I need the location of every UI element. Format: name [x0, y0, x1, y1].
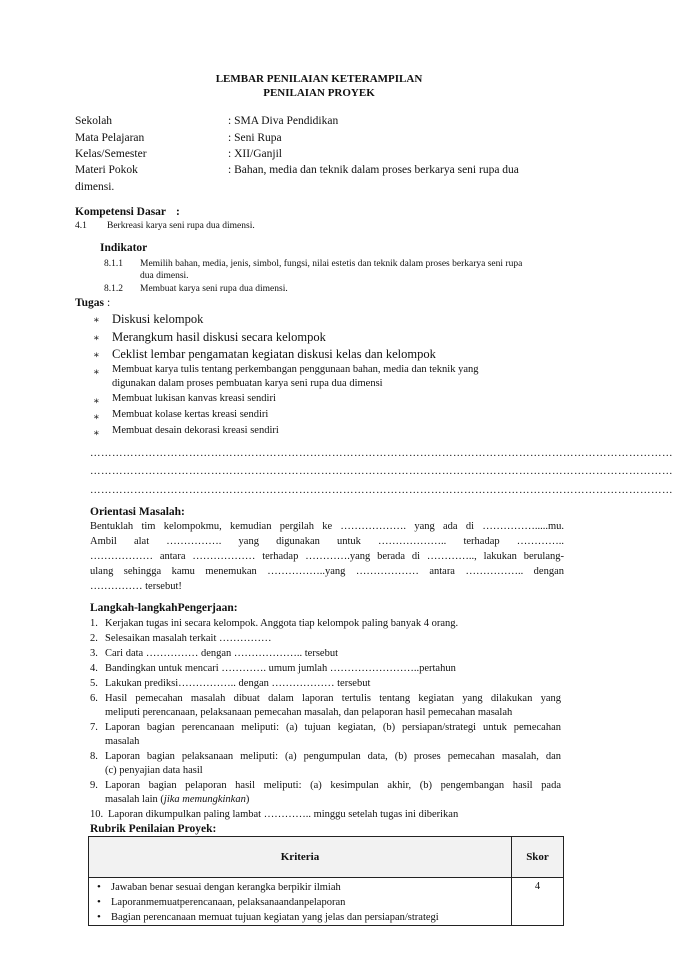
task-item: Membuat lukisan kanvas kreasi sendiri: [112, 393, 276, 404]
rubric-header-score: Skor: [512, 837, 564, 878]
step-number: 10.: [90, 809, 104, 820]
class-semester-label: Kelas/Semester: [75, 148, 147, 160]
orientation-line-last: …………… tersebut!: [90, 581, 182, 592]
rubric-score-cell: 4: [512, 878, 564, 926]
task-item: Ceklist lembar pengamatan kegiatan diskusi kelas dan kelompok: [112, 347, 436, 361]
indicator-number: 8.1.2: [104, 284, 123, 294]
list-item: • Jawaban benar sesuai dengan kerangka berpikir ilmiah: [97, 880, 511, 895]
dotted-answer-line: ……………………………………………………………………………………………………………………………………………: [90, 466, 673, 477]
competency-label: Kompetensi Dasar: [75, 206, 167, 218]
indicator-text: Memilih bahan, media, jenis, simbol, fungsi, nilai estetis dan teknik dalam proses berkarya seni rupa: [140, 259, 523, 269]
school-value: : SMA Diva Pendidikan: [228, 115, 339, 127]
topic-value: : Bahan, media dan teknik dalam proses berkarya seni rupa dua: [228, 164, 519, 176]
table-row: [89, 878, 564, 926]
orientation-title: Orientasi Masalah:: [90, 506, 185, 518]
rubric-criteria-cell: [89, 878, 512, 926]
competency-number: 4.1: [75, 221, 87, 231]
step-text: Bandingkan untuk mencari …………. umum jumlah ……………………..pertahun: [105, 663, 456, 674]
list-item: • Laporanmemuatperencanaan, pelaksanaandanpelaporan: [97, 895, 511, 910]
indicator-number: 8.1.1: [104, 259, 123, 269]
asterisk-bullet-icon: ∗: [93, 333, 100, 344]
asterisk-bullet-icon: ∗: [93, 396, 100, 407]
task-item: Membuat desain dekorasi kreasi sendiri: [112, 425, 279, 436]
step-text: Selesaikan masalah terkait ……………: [105, 633, 272, 644]
orientation-line: ulang sehingga kamu menemukan ……………..yang ……………… antara …………….. dengan: [90, 566, 564, 577]
steps-title: Langkah-langkahPengerjaan:: [90, 602, 238, 614]
school-label: Sekolah: [75, 115, 113, 127]
orientation-line: Ambil alat ……………. yang digunakan untuk ……………….. terhadap …………..: [90, 536, 564, 547]
task-item-continued: digunakan dalam proses pembuatan karya seni rupa dua dimensi: [112, 378, 383, 389]
indicator-title: Indikator: [100, 242, 148, 254]
rubric-criteria-list: [89, 880, 511, 925]
orientation-line: Bentuklah tim kelompokmu, kemudian pergilah ke ………………. yang ada di …………….....mu.: [90, 521, 564, 532]
step-text: Kerjakan tugas ini secara kelompok. Anggota tiap kelompok paling banyak 4 orang.: [105, 618, 459, 629]
rubric-title: Rubrik Penilaian Proyek:: [90, 823, 217, 835]
list-item: • Bagian perencanaan memuat tujuan kegiatan yang jelas dan persiapan/strategi: [97, 910, 511, 925]
orientation-line: ……………… antara ……………… terhadap ………….yang berada di ………….., lakukan berulang-: [90, 551, 564, 562]
rubric-header-row: [89, 837, 564, 878]
step-text: Laporan bagian pelaksanaan meliputi: (a) pengumpulan data, (b) proses pemecahan masalah, dan: [105, 751, 561, 762]
subject-label: Mata Pelajaran: [75, 132, 145, 144]
rubric-header-criteria: Kriteria: [89, 837, 512, 878]
task-label: Tugas: [75, 297, 104, 309]
asterisk-bullet-icon: ∗: [93, 412, 100, 423]
asterisk-bullet-icon: ∗: [93, 428, 100, 439]
step-text-continued: masalah: [105, 736, 140, 747]
task-item: Membuat kolase kertas kreasi sendiri: [112, 409, 269, 420]
step-text: Hasil pemecahan masalah dibuat dalam laporan tertulis tentang kegiatan yang dilakukan yang: [105, 693, 561, 704]
step-text-continued: (c) penyajian data hasil: [105, 765, 203, 776]
topic-value-continued: dimensi.: [75, 181, 115, 193]
step-number: 7.: [90, 722, 98, 733]
competency-colon: :: [176, 206, 180, 218]
step-text-continued: meliputi perencanaan, pelaksanaan pemecahan masalah, dan pelaporan hasil pemecahan masalah: [105, 707, 513, 718]
sheet-subtitle: PENILAIAN PROYEK: [263, 87, 375, 99]
rubric-table: [88, 836, 564, 926]
step-text-continued: masalah lain (jika memungkinkan): [105, 794, 250, 805]
indicator-text: Membuat karya seni rupa dua dimensi.: [140, 284, 288, 294]
dotted-answer-line: ……………………………………………………………………………………………………………………………………………: [90, 485, 673, 496]
asterisk-bullet-icon: ∗: [93, 315, 100, 326]
step-text: Cari data …………… dengan ……………….. tersebut: [105, 648, 338, 659]
dotted-answer-line: ……………………………………………………………………………………………………………………………………………: [90, 448, 673, 459]
task-item: Diskusi kelompok: [112, 312, 204, 326]
step-number: 6.: [90, 693, 98, 704]
step-number: 5.: [90, 678, 98, 689]
step-number: 9.: [90, 780, 98, 791]
indicator-text-continued: dua dimensi.: [140, 271, 189, 281]
step-text: Laporan dikumpulkan paling lambat ………….. minggu setelah tugas ini diberikan: [108, 809, 459, 820]
asterisk-bullet-icon: ∗: [93, 367, 100, 378]
class-semester-value: : XII/Ganjil: [228, 148, 282, 160]
step-text-italic: jika memungkinkan: [163, 794, 246, 805]
step-number: 3.: [90, 648, 98, 659]
task-item: Merangkum hasil diskusi secara kelompok: [112, 330, 326, 344]
competency-text: Berkreasi karya seni rupa dua dimensi.: [107, 221, 255, 231]
step-number: 1.: [90, 618, 98, 629]
step-text: Lakukan prediksi…………….. dengan ……………… tersebut: [105, 678, 371, 689]
step-number: 4.: [90, 663, 98, 674]
sheet-title: LEMBAR PENILAIAN KETERAMPILAN: [215, 73, 423, 85]
asterisk-bullet-icon: ∗: [93, 350, 100, 361]
topic-label: Materi Pokok: [75, 164, 138, 176]
task-item: Membuat karya tulis tentang perkembangan penggunaan bahan, media dan teknik yang: [112, 364, 479, 375]
task-colon: :: [107, 297, 111, 309]
subject-value: : Seni Rupa: [228, 132, 282, 144]
step-text: Laporan bagian pelaporan hasil meliputi: (a) kesimpulan akhir, (b) pengembangan hasil pada: [105, 780, 561, 791]
step-text: Laporan bagian perencanaan meliputi: (a) tujuan kegiatan, (b) persiapan/strategi untuk pemecahan: [105, 722, 561, 733]
step-number: 2.: [90, 633, 98, 644]
step-number: 8.: [90, 751, 98, 762]
